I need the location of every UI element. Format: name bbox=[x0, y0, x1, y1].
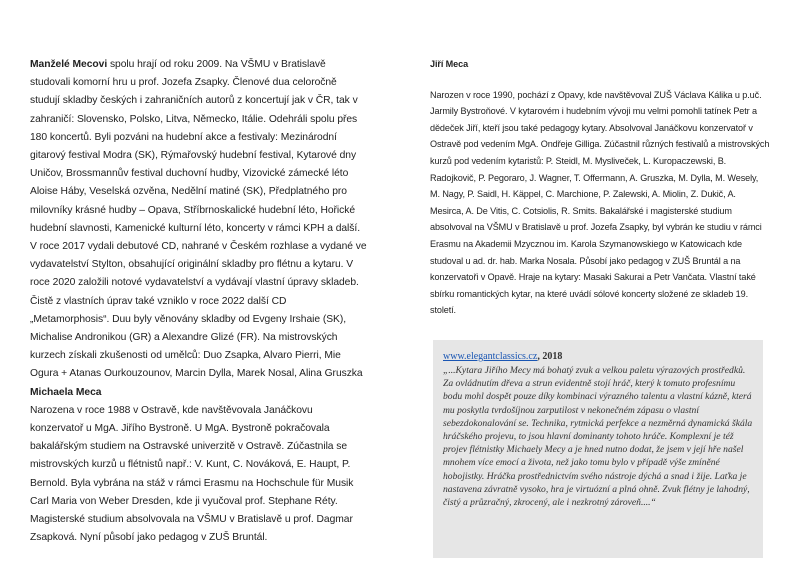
duo-biography-text: spolu hrají od roku 2009. Na VŠMU v Bratislavě studovali komorní hru u prof. Jozefa Zsapky. Členové dua celoročně studují skladby českých i zahraničních autorů z koncertují jak v ČR, tak v zahraničí: Slovensko, Polsko, Litva, Německo, Itálie. Odehráli spolu přes 180 koncertů. Byli pozváni na hudební akce a festivaly: Mezinárodní gitarový festival Modra (SK), Rýmařovský hudební festival, Kytarové dny Uničov, Brossmannův festival duchovní hudby, Vizovické zámecké léto Aloise Háby, Veselská ozvěna, Nedělní matiné (SK), Předplatného pro milovníky krásné hudby – Opava, Stříbrnoskalické hudební léto, Hořické hudební slavnosti, Kamenické kulturní léto, koncerty v rámci KPH a další. V roce 2017 vydali debutové CD, nahrané v Českém rozhlase a vydané ve vydavatelství Stylton, obsahující originální skladby pro flétnu a kytaru. V roce 2020 založili notové vydavatelství a vydávají vlastní úpravy skladeb. Čistě z vlastních úprav také vzniklo v roce 2022 další CD „Metamorphosis“. Duu byly věnovány skladby od Evgeny Irshaie (SK), Michalise Andronikou (GR) a Alexandre Glizé (FR). Na mistrovských kurzech získali zkušenosti od umělců: Duo Zsapka, Alvaro Pierri, Mie Ogura + Atanas Ourkouzounov, Marcin Dylla, Marek Nosal, Alina Gruszka bbox=[30, 59, 367, 380]
michaela-biography: Narozena v roce 1988 v Ostravě, kde navštěvovala Janáčkovu konzervatoř u MgA. Jiřího Bystroně. U MgA. Bystroně pokračovala bakalářským studiem na Ostravské univerzitě v Ostravě. Zúčastnila se mistrovských kurzů u flétnistů např.: V. Kunt, C. Nováková, E. Haupt, P. Bernold. Byla vybrána na stáž v rámci Erasmu na Hochschule für Musik Carl Maria von Weber Dresden, kde ji vyučoval prof. Stephane Réty. Magisterské studium absolvovala na VŠMU v Bratislavě u prof. Dagmar Zsapková. Nyní působí jako pedagog v ZUŠ Bruntál. bbox=[30, 404, 354, 544]
review-year: , 2018 bbox=[537, 351, 563, 362]
left-column bbox=[30, 56, 368, 547]
review-quote-box bbox=[433, 340, 763, 558]
review-quote-text: „...Kytara Jiřího Mecy má bohatý zvuk a velkou paletu výrazových prostředků. Za ovládnutím dřeva a strun evidentně stojí hráč, který k tomuto profesnímu bodu mohl dospět pouze díky kombinaci výrazného talentu a vlastní kázně, která mu poskytla tvrdošíjnou zarputilost v nekonečném zápasu o vlastní sebezdokonalování se. Technika, rytmická perfekce a nezměrná dynamická škála hráčského projevu, to jsou hlavní dominanty tohoto hráče. Komplexní je též projev flétnistky Michaely Mecy a je hned nutno dodat, že jsem v její hře našel mnohem více emocí a života, než jako tomu bylo v případě výše zmíněné hobojistky. Hráčka prostřednictvím svého nástroje dýchá a snad i žije. Laťka je nastavena závratně vysoko, hra je virtuózní a plná ohně. Zvuk flétny je lahodný, čistý a průzračný, zkrocený, ale i nezkrotný zároveň....“ bbox=[443, 365, 753, 509]
jiri-heading: Jiří Meca bbox=[430, 59, 469, 69]
jiri-biography: Narozen v roce 1990, pochází z Opavy, kde navštěvoval ZUŠ Václava Kálika u p.uč. Jarmily Bystroňové. V kytarovém i hudebním vývoji mu velmi pomohli tatínek Petr a dědeček Jiří, kteří jsou také pedagogy kytary. Absolvoval Janáčkovu konzervatoř v Ostravě pod vedením MgA. Ondřeje Gilliga. Zúčastnil různých festivalů a mistrovských kurzů pod vedením kytaristů: P. Steidl, M. Mysliveček, L. Kuropaczewski, B. Radojkovič, P. Pegoraro, J. Wagner, T. Offermann, A. Gruszka, M. Dylla, M. Wesely, M. Nagy, P. Saidl, H. Käppel, C. Marchione, P. Zalewski, A. Miolin, Z. Dukič, A. Mesirca, A. De Vitis, C. Cotsiolis, R. Smits. Bakalářské i magisterské studium absolvoval na VŠMU v Bratislavě u prof. Jozefa Zsapky, byl vybrán ke studiu v rámci Erasmu na Akademii Mzycznou im. Karola Szymanowskiego w Katowicach kde studoval u ad. dr. hab. Marka Nosala. Působí jako pedagog v ZUŠ Bruntál a na konzervatoři v Opavě. Hraje na kytary: Masaki Sakurai a Petr Vančata. Vlastní také sbírku romantických kytar, na které uvádí sólové koncerty složené ze skladeb 19. století. bbox=[430, 89, 770, 316]
duo-biography bbox=[30, 56, 368, 384]
right-column bbox=[430, 56, 770, 319]
review-source-link[interactable]: www.elegantclassics.cz bbox=[443, 351, 538, 362]
duo-name: Manželé Mecovi bbox=[30, 59, 108, 70]
michaela-heading: Michaela Meca bbox=[30, 386, 102, 398]
review-source bbox=[443, 350, 753, 364]
